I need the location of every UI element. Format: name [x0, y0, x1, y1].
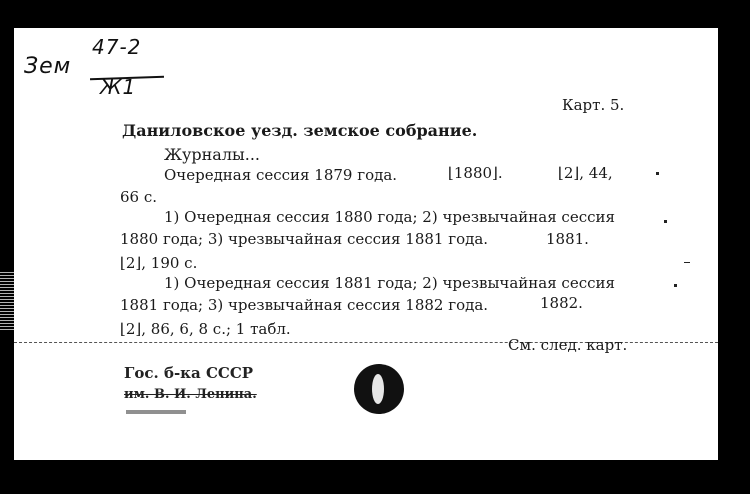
- see-next-card: См. след. карт.: [508, 336, 628, 354]
- library-stamp-line-2: им. В. И. Ленина.: [124, 387, 257, 402]
- speck: [674, 284, 677, 287]
- entry-line-7-year: 1882.: [540, 294, 583, 312]
- handwritten-denominator: Ж1: [100, 75, 137, 99]
- entry-line-8: ⌊2⌋, 86, 6, 8 с.; 1 табл.: [120, 320, 291, 338]
- handwritten-numerator: 47-2: [92, 35, 142, 59]
- entry-line-1-volume: ⌊2⌋, 44,: [558, 164, 613, 182]
- subheading: Журналы...: [164, 145, 260, 164]
- speck: [664, 220, 667, 223]
- entry-line-1-year: ⌊1880⌋.: [448, 164, 503, 182]
- entry-line-3: 1) Очередная сессия 1880 года; 2) чрезвычайная сессия: [164, 208, 615, 226]
- entry-line-2: 66 с.: [120, 188, 158, 206]
- entry-line-7: 1881 года; 3) чрезвычайная сессия 1882 года.: [120, 296, 489, 314]
- entry-line-4: 1880 года; 3) чрезвычайная сессия 1881 года.: [120, 230, 489, 248]
- entry-line-5: ⌊2⌋, 190 с.: [120, 254, 198, 272]
- heading: Даниловское уезд. земское собрание.: [122, 121, 478, 140]
- entry-line-1: Очередная сессия 1879 года.: [164, 166, 398, 184]
- punch-hole-highlight: [372, 374, 384, 404]
- library-stamp-line-1: Гос. б-ка СССР: [124, 364, 254, 382]
- speck: [656, 172, 659, 175]
- handwritten-prefix: Зем: [24, 54, 72, 79]
- catalog-card: [14, 28, 718, 460]
- stamp-smudge: [126, 410, 186, 414]
- card-number: Карт. 5.: [562, 96, 625, 114]
- entry-line-6: 1) Очередная сессия 1881 года; 2) чрезвычайная сессия: [164, 274, 615, 292]
- entry-line-4-year: 1881.: [546, 230, 589, 248]
- speck: [684, 262, 690, 263]
- scan-edge-artifact: [0, 270, 14, 330]
